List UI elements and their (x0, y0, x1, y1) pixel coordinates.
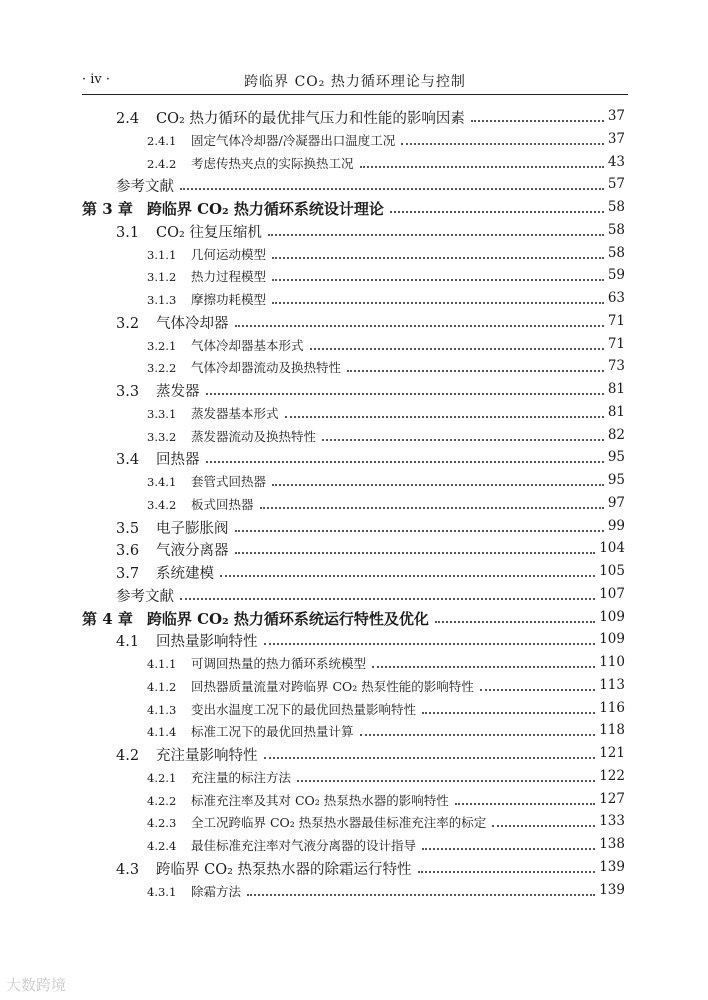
toc-entry-page: 43 (607, 153, 625, 170)
dot-leader (235, 530, 604, 532)
dot-leader (235, 552, 595, 554)
toc-entry-page: 95 (607, 472, 625, 488)
toc-entry-label (147, 700, 420, 718)
toc-entry-page: 37 (607, 108, 625, 124)
toc-entry-title: 板式回热器 (191, 496, 254, 512)
toc-entry-label (116, 221, 266, 242)
toc-entry-title: 系统建模 (156, 566, 214, 582)
toc-entry-title: CO₂ 热力循环的最优排气压力和性能的影响因素 (156, 111, 465, 127)
toc-entry-number: 3.2.1 (147, 338, 177, 353)
toc-entry-number: 4.3.1 (147, 884, 177, 899)
toc-entry-number: 3.3.1 (147, 406, 177, 421)
toc-entry-label (116, 312, 233, 333)
toc-entry-page: 99 (607, 517, 625, 534)
toc-entry (0, 605, 708, 628)
toc-entry-number: 3.7 (116, 566, 140, 582)
dot-leader (455, 803, 595, 805)
toc-entry-label (147, 427, 320, 445)
toc-entry (0, 627, 708, 650)
toc-entry-page: 37 (607, 130, 625, 147)
toc-entry-page: 107 (599, 585, 625, 602)
toc-entry-page: 139 (599, 858, 625, 875)
toc-entry-label (147, 267, 270, 285)
toc-entry-label (82, 608, 433, 629)
toc-entry-page: 116 (599, 699, 625, 716)
toc-entry-page: 118 (599, 722, 625, 739)
toc-entry-label (147, 358, 345, 376)
toc-entry-page: 109 (599, 608, 625, 625)
toc-entry-title: 最佳标准充注率对气液分离器的设计指导 (191, 838, 417, 853)
dot-leader (422, 712, 595, 714)
toc-entry-title: 除霜方法 (191, 883, 242, 899)
toc-entry-number: 3.2 (116, 315, 140, 332)
toc-entry-label (116, 858, 416, 879)
toc-entry-label (147, 836, 420, 854)
toc-entry (0, 332, 708, 355)
toc-entry-title: 跨临界 CO₂ 热力循环系统运行特性及优化 (146, 609, 429, 628)
toc-entry-number: 4.2.1 (147, 770, 177, 785)
toc-entry-label (147, 654, 370, 672)
dot-leader (480, 689, 595, 691)
toc-entry-label (147, 472, 270, 490)
toc-entry-number: 3.4.2 (147, 497, 177, 512)
toc-entry-title: 回热器 (156, 452, 200, 469)
toc-entry-page: 95 (607, 449, 625, 466)
running-header (82, 68, 628, 95)
toc-entry-label (116, 562, 218, 583)
toc-entry-title: 跨临界 CO₂ 热泵热水器的除霜运行特性 (156, 861, 412, 878)
toc-entry-page: 81 (607, 403, 625, 420)
toc-entry-label (116, 630, 262, 651)
toc-entry-number: 4.2.2 (147, 793, 177, 808)
toc-entry-title: 充注量的标注方法 (191, 769, 292, 785)
toc-entry-title: 摩擦功耗模型 (191, 292, 267, 307)
toc-entry-number: 2.4 (116, 111, 140, 127)
toc-entry-number: 3.1.3 (147, 293, 177, 307)
toc-entry (0, 855, 708, 878)
toc-entry (0, 468, 708, 491)
toc-entry (0, 741, 708, 764)
toc-entry-title: 气液分离器 (156, 543, 229, 560)
page-number: · iv · (82, 72, 111, 87)
dot-leader (435, 621, 595, 623)
toc-entry-number: 4.2.4 (147, 839, 177, 853)
toc-entry-page: 133 (599, 813, 625, 830)
toc-entry-title: 全工况跨临界 CO₂ 热泵热水器最佳标准充注率的标定 (191, 815, 487, 831)
toc-entry-page: 104 (599, 540, 625, 557)
toc-entry-page: 57 (607, 176, 625, 193)
toc-entry-label (116, 448, 204, 469)
toc-entry-page: 58 (607, 199, 625, 215)
toc-entry-number: 4.1.2 (147, 679, 177, 694)
toc-entry-number: 第 4 章 (82, 609, 133, 628)
dot-leader (471, 120, 604, 122)
toc-entry-page: 58 (607, 221, 625, 238)
toc-entry-title: 标准充注率及其对 CO₂ 热泵热水器的影响特性 (191, 792, 449, 808)
toc-entry (0, 218, 708, 241)
toc-entry-number: 4.1.1 (147, 657, 177, 671)
toc-entry-label (82, 198, 388, 219)
dot-leader (272, 279, 604, 281)
toc-entry (0, 764, 708, 787)
toc-entry-title: 蒸发器流动及换热特性 (191, 428, 317, 444)
toc-entry-label (147, 791, 453, 809)
toc-entry-page: 71 (607, 312, 625, 329)
toc-entry-number: 3.4.1 (147, 475, 177, 489)
dot-leader (492, 825, 595, 827)
toc-entry-page: 138 (599, 836, 625, 852)
toc-entry-label (147, 813, 490, 831)
toc-entry-number: 2.4.1 (147, 133, 177, 148)
toc-entry-page: 127 (599, 790, 625, 807)
toc-entry-number: 4.1 (116, 634, 140, 651)
dot-leader (347, 370, 604, 372)
toc-entry (0, 172, 708, 195)
dot-leader (372, 666, 595, 668)
table-of-contents (0, 104, 708, 900)
toc-entry-title: CO₂ 往复压缩机 (156, 224, 262, 241)
watermark: 大数跨境 (6, 976, 67, 994)
dot-leader (260, 507, 604, 509)
dot-leader (206, 393, 604, 395)
toc-entry-label (116, 175, 178, 196)
toc-entry-page: 110 (599, 654, 625, 670)
toc-entry-number: 3.1 (116, 224, 140, 241)
toc-entry-number: 3.4 (116, 452, 140, 469)
dot-leader (264, 643, 595, 645)
dot-leader (264, 757, 595, 759)
dot-leader (247, 894, 595, 896)
toc-entry-title: 参考文献 (116, 588, 174, 605)
dot-leader (310, 348, 604, 350)
toc-entry-label (147, 404, 283, 422)
toc-entry-number: 4.3 (116, 861, 140, 878)
toc-entry-title: 套管式回热器 (191, 474, 267, 489)
toc-entry-number: 3.5 (116, 520, 140, 537)
toc-entry-page: 73 (607, 358, 625, 375)
dot-leader (180, 188, 604, 190)
toc-entry-page: 82 (607, 426, 625, 443)
dot-leader (285, 416, 604, 418)
toc-entry-number: 4.2 (116, 748, 140, 764)
toc-entry-label (147, 677, 478, 695)
toc-entry (0, 559, 708, 582)
toc-entry-title: 考虑传热夹点的实际换热工况 (191, 155, 354, 171)
toc-entry (0, 809, 708, 832)
toc-entry-label (116, 107, 469, 128)
toc-entry (0, 104, 708, 127)
toc-entry-label (147, 290, 270, 308)
toc-entry (0, 787, 708, 810)
toc-entry-title: 气体冷却器基本形式 (191, 337, 304, 353)
toc-entry (0, 263, 708, 286)
toc-entry (0, 354, 708, 377)
dot-leader (322, 439, 604, 441)
toc-entry-page: 109 (599, 631, 625, 648)
toc-entry-title: 蒸发器 (156, 384, 200, 400)
toc-entry-title: 气体冷却器流动及换热特性 (191, 360, 342, 376)
toc-entry-page: 81 (607, 381, 625, 397)
toc-entry-title: 回热量影响特性 (156, 634, 258, 651)
toc-entry-page: 121 (599, 745, 625, 761)
toc-entry-title: 电子膨胀阀 (156, 520, 229, 537)
toc-entry-number: 4.1.4 (147, 725, 177, 740)
toc-entry-number: 2.4.2 (147, 156, 177, 171)
toc-entry-page: 59 (607, 267, 625, 284)
toc-entry (0, 377, 708, 400)
toc-entry-label (116, 380, 204, 401)
toc-entry-page: 58 (607, 244, 625, 261)
toc-entry-label (116, 539, 233, 560)
toc-entry-title: 回热器质量流量对跨临界 CO₂ 热泵性能的影响特性 (191, 678, 474, 694)
toc-entry-title: 充注量影响特性 (156, 748, 258, 764)
toc-entry-label (147, 495, 258, 513)
toc-entry-title: 几何运动模型 (191, 246, 267, 262)
toc-entry-number: 3.2.2 (147, 361, 177, 376)
toc-entry (0, 536, 708, 559)
toc-entry-label (147, 882, 245, 900)
toc-entry-title: 蒸发器基本形式 (191, 405, 279, 421)
toc-entry (0, 127, 708, 150)
toc-entry-label (147, 131, 399, 149)
toc-entry-page: 97 (607, 494, 625, 511)
dot-leader (268, 234, 604, 236)
toc-entry-number: 4.2.3 (147, 816, 177, 831)
toc-entry (0, 650, 708, 673)
dot-leader (360, 166, 604, 168)
toc-entry (0, 718, 708, 741)
toc-entry-number: 第 3 章 (82, 200, 133, 218)
toc-entry-number: 3.6 (116, 543, 140, 560)
toc-entry-label (116, 585, 178, 606)
toc-entry (0, 832, 708, 855)
toc-entry (0, 400, 708, 423)
toc-entry-label (116, 744, 262, 765)
toc-entry (0, 582, 708, 605)
toc-entry (0, 286, 708, 309)
toc-entry-label (147, 722, 358, 740)
toc-entry-page: 139 (599, 881, 625, 898)
toc-entry (0, 423, 708, 446)
toc-entry-number: 3.3 (116, 384, 140, 400)
toc-entry-title: 参考文献 (116, 179, 174, 196)
toc-entry-label (147, 245, 270, 263)
toc-entry (0, 514, 708, 537)
toc-entry (0, 696, 708, 719)
toc-entry-title: 气体冷却器 (156, 315, 229, 332)
toc-entry (0, 878, 708, 901)
toc-entry-page: 113 (599, 676, 625, 693)
running-title: 跨临界 CO₂ 热力循环理论与控制 (244, 74, 466, 90)
toc-entry-number: 4.1.3 (147, 702, 177, 717)
toc-entry-number: 3.3.2 (147, 429, 177, 444)
toc-entry-page: 105 (599, 563, 625, 579)
toc-entry-title: 变出水温度工况下的最优回热量影响特性 (191, 701, 417, 717)
dot-leader (390, 211, 604, 213)
toc-entry (0, 241, 708, 264)
dot-leader (422, 848, 595, 850)
toc-entry-page: 122 (599, 767, 625, 784)
toc-entry (0, 195, 708, 218)
toc-entry (0, 491, 708, 514)
dot-leader (418, 871, 595, 873)
toc-entry (0, 445, 708, 468)
toc-entry-title: 标准工况下的最优回热量计算 (191, 724, 354, 740)
dot-leader (180, 598, 595, 600)
toc-entry-page: 71 (607, 335, 625, 352)
dot-leader (220, 575, 595, 577)
toc-entry-title: 固定气体冷却器/冷凝器出口温度工况 (191, 132, 396, 148)
dot-leader (360, 734, 595, 736)
dot-leader (297, 780, 595, 782)
dot-leader (235, 325, 604, 327)
toc-entry-title: 热力过程模型 (191, 269, 267, 285)
dot-leader (272, 257, 604, 259)
toc-entry (0, 673, 708, 696)
dot-leader (272, 302, 604, 304)
toc-entry-number: 3.1.2 (147, 270, 177, 285)
toc-entry-title: 可调回热量的热力循环系统模型 (191, 656, 367, 671)
toc-entry-title: 跨临界 CO₂ 热力循环系统设计理论 (146, 200, 384, 218)
dot-leader (401, 143, 604, 145)
dot-leader (206, 461, 604, 463)
dot-leader (272, 484, 604, 486)
toc-entry-label (116, 517, 233, 538)
toc-entry-label (147, 768, 295, 786)
toc-entry-number: 3.1.1 (147, 247, 177, 262)
toc-entry (0, 309, 708, 332)
toc-entry-page: 63 (607, 290, 625, 306)
toc-entry (0, 150, 708, 173)
toc-entry-label (147, 336, 308, 354)
toc-entry-label (147, 154, 358, 172)
